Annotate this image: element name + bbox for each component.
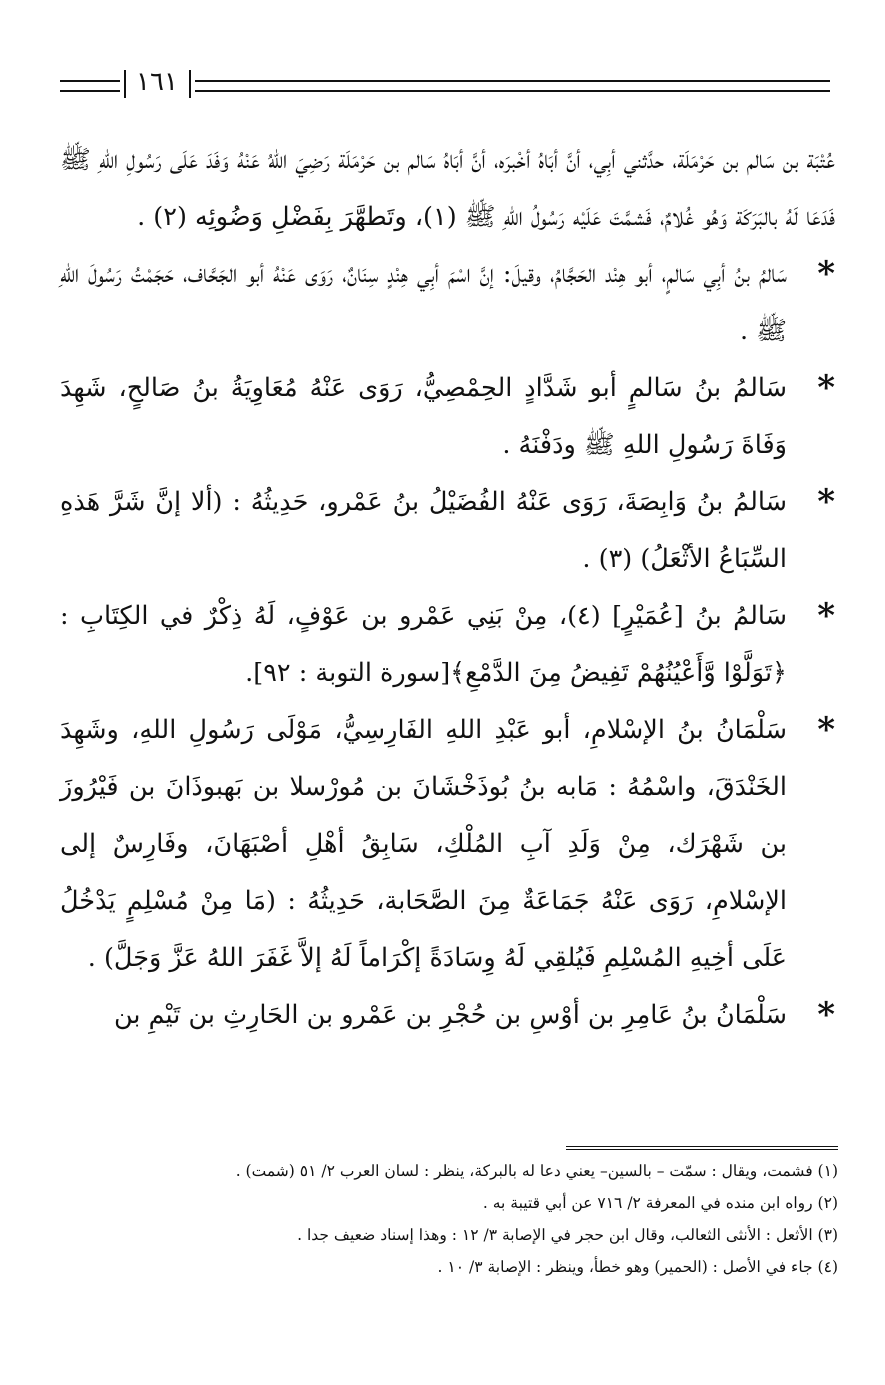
main-text <box>60 132 835 1044</box>
paragraph-text: عُتْبَة بن سَالم بن حَرْمَلَة، حدَّثني أبِي، أنَّ أبَاهُ أخْبرَه، أنَّ أبَاهُ سَالم بن حَرْمَلَة رَضِيَ اللهُ عَنْهُ وَفَدَ عَلَى رَسُولِ اللهِ ﷺ فَدَعَا لَهُ بالبَرَكَة وَهُو غُلامٌ، فَشمَّتَ عَلَيْه رَسُولُ اللهِ ﷺ (١)، وتَطهَّرَ بِفَضْلِ وَضُوئِه (٢) . <box>60 145 835 232</box>
asterisk-icon: * <box>817 482 835 522</box>
asterisk-icon: * <box>817 710 835 750</box>
header-divider <box>189 70 191 98</box>
asterisk-icon: * <box>817 596 835 636</box>
asterisk-icon: * <box>817 995 835 1035</box>
page-header <box>60 68 830 98</box>
entry-text: سَالمُ بنُ [عُمَيْرٍ] (٤)، مِنْ بَنِي عَمْرو بن عَوْفٍ، لَهُ ذِكْرٌ في الكِتَابِ : ﴿تَوَلَّوْا وَّأَعْيُنُهُمْ تَفِيضُ مِنَ الدَّمْعِ﴾[سورة التوبة : ٩٢]. <box>60 601 787 688</box>
footnote-separator <box>566 1146 838 1150</box>
header-divider <box>124 70 126 98</box>
entry-text: سَلْمَانُ بنُ الإسْلامِ، أبو عَبْدِ اللهِ الفَارِسِيُّ، مَوْلَى رَسُولِ اللهِ، وشَهِدَ الخَنْدَقَ، واسْمُهُ : مَابه بنُ بُوذَخْشَانَ بن مُورْسلا بن بَهبوذَانَ بن فَيْرُوزَ بن شَهْرَك، مِنْ وَلَدِ آبِ المُلْكِ، سَابِقُ أهْلِ أصْبَهَانَ، وفَارِسٌ إلى الإسْلامِ، رَوَى عَنْهُ جَمَاعَةٌ مِنَ الصَّحَابة، حَدِيثُهُ : (مَا مِنْ مُسْلِمٍ يَدْخُلُ عَلَى أخِيهِ المُسْلِمِ فَيُلقِي لَهُ وِسَادَةً إكْرَاماً لَهُ إلاَّ غَفَرَ اللهُ عَزَّ وَجَلَّ) . <box>60 715 787 973</box>
footnote: (٣) الأثعل : الأنثى الثعالب، وقال ابن حجر في الإصابة ٣/ ١٢ : وهذا إسناد ضعيف جدا . <box>297 1226 838 1244</box>
biography-entry <box>60 360 835 474</box>
footnotes <box>60 1155 838 1283</box>
biography-entry <box>60 987 835 1044</box>
header-rule-left <box>60 80 120 92</box>
asterisk-icon: * <box>817 254 835 294</box>
biography-entry <box>60 588 835 702</box>
footnote: (١) فشمت، ويقال : سمّت – بالسين– يعني دعا له بالبركة، ينظر : لسان العرب ٢/ ٥١ (شمت) . <box>235 1162 838 1180</box>
footnote: (٢) رواه ابن منده في المعرفة ٢/ ٧١٦ عن أبي قتيبة به . <box>482 1194 838 1212</box>
entry-text: سَالمُ بنُ أبِي سَالمٍ، أبو هِنْد الحَجَّامُ، وقيلَ: إنَّ اسْمَ أبِي هِنْدٍ سِنَانٌ، رَوَى عَنْهُ أبو الجَحَّاف، حَجَمْتُ رَسُولَ اللهِ ﷺ . <box>60 259 787 346</box>
continuation-paragraph <box>60 132 835 246</box>
page-number: ١٦١ <box>136 67 178 97</box>
header-rule-right <box>195 80 830 92</box>
entry-text: سَلْمَانُ بنُ عَامِرِ بن أوْسِ بن حُجْرِ بن عَمْرو بن الحَارِثِ بن تَيْمِ بن <box>113 1000 787 1030</box>
biography-entry <box>60 246 835 360</box>
footnote: (٤) جاء في الأصل : (الحمير) وهو خطأ، وينظر : الإصابة ٣/ ١٠ . <box>437 1258 838 1276</box>
biography-entry <box>60 474 835 588</box>
biography-entry <box>60 702 835 987</box>
entry-text: سَالمُ بنُ سَالمٍ أبو شَدَّادٍ الحِمْصِيُّ، رَوَى عَنْهُ مُعَاوِيَةُ بنُ صَالحٍ، شَهِدَ وَفَاةَ رَسُولِ اللهِ ﷺ ودَفْنَهُ . <box>60 373 787 460</box>
entry-text: سَالمُ بنُ وَابِصَةَ، رَوَى عَنْهُ الفُضَيْلُ بنُ عَمْرو، حَدِيثُهُ : (ألا إنَّ شَرَّ هَذهِ السِّبَاعُ الأثْعَلُ) (٣) . <box>60 487 787 574</box>
asterisk-icon: * <box>817 368 835 408</box>
